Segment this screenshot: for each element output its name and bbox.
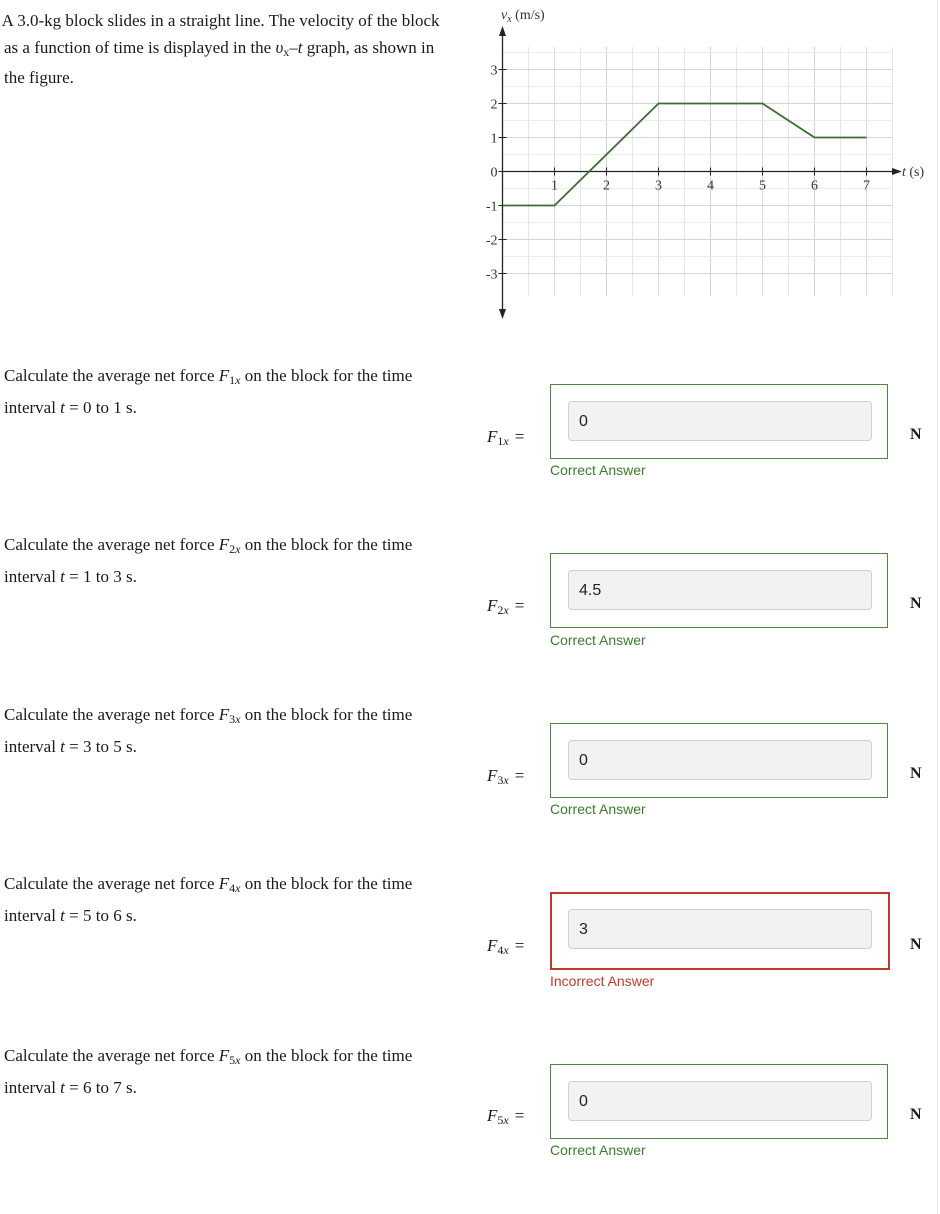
q3-force-sub-num: 3 [229,712,236,726]
q1-force-sub-num: 1 [229,373,236,387]
question-2-text [4,531,444,590]
q3-status: Correct Answer [550,801,646,817]
q1-unit: N [910,426,922,443]
q3-answer-box [550,723,888,798]
q3-label-sub-x: x [503,773,509,787]
q3-force-label [487,766,524,788]
q4-range: = 5 to 6 s. [64,906,137,925]
x-tick-label: 4 [707,178,714,194]
q2-force-sub-x: x [235,542,241,556]
question-3-text [4,701,444,760]
q2-answer-input[interactable]: 4.5 [568,570,872,610]
q3-answer-input[interactable]: 0 [568,740,872,780]
graph-svg [470,0,940,330]
x-axis-arrow [892,168,902,175]
q2-mid: on the block for the time interval [4,535,413,586]
q5-label-equals: = [514,1106,525,1125]
q4-mid: on the block for the time interval [4,874,413,925]
q2-unit: N [910,595,922,612]
q3-label-symbol: F [487,766,498,785]
q3-range: = 3 to 5 s. [64,737,137,756]
q5-answer-box [550,1064,888,1139]
q4-time-symbol: t [60,906,65,925]
x-tick-label: 7 [863,178,870,194]
q4-force-label [487,936,524,958]
q2-time-symbol: t [60,567,65,586]
q2-label-equals: = [514,596,525,615]
q1-label-symbol: F [487,427,498,446]
q4-answer-box [550,892,890,970]
q4-answer-input[interactable]: 3 [568,909,872,949]
q3-unit: N [910,765,922,782]
y-axis-arrow-up [499,26,506,36]
q4-force-sub-x: x [235,881,241,895]
q2-label-sub-num: 2 [497,603,504,617]
q5-unit: N [910,1106,922,1123]
velocity-symbol: υ [275,37,284,57]
x-tick-label: 3 [655,178,662,194]
intro-text-b: graph, as shown in the figure. [4,37,435,87]
problem-statement [1,8,444,92]
y-tick-label: 3 [490,63,498,79]
q2-force-symbol: F [218,535,230,554]
q1-force-sub-x: x [235,373,241,387]
q5-answer-input[interactable]: 0 [568,1081,872,1121]
q5-time-symbol: t [60,1078,65,1097]
q5-force-symbol: F [218,1046,230,1065]
q1-label-sub-x: x [503,434,509,448]
q5-label-sub-num: 5 [497,1113,504,1127]
q5-pre: Calculate the average net force [4,1046,219,1065]
y-tick-label: -1 [485,199,498,215]
q5-force-sub-num: 5 [229,1053,236,1067]
q1-answer-box [550,384,888,459]
q4-label-sub-x: x [503,943,509,957]
q1-answer-input[interactable]: 0 [568,401,872,441]
y-tick-label: -3 [485,267,498,283]
q1-status: Correct Answer [550,462,646,478]
y-tick-label: 1 [490,131,498,147]
q4-label-sub-num: 4 [497,943,504,957]
q4-unit: N [910,936,922,953]
q4-force-sub-num: 4 [229,881,236,895]
q2-force-sub-num: 2 [229,542,236,556]
x-tick-label: 2 [603,178,610,194]
q2-answer-box [550,553,888,628]
q2-label-sub-x: x [503,603,509,617]
q5-label-sub-x: x [503,1113,509,1127]
q4-label-equals: = [514,936,525,955]
q5-force-sub-x: x [235,1053,241,1067]
q4-pre: Calculate the average net force [4,874,219,893]
q2-range: = 1 to 3 s. [64,567,137,586]
q5-mid: on the block for the time interval [4,1046,413,1097]
q2-force-label [487,596,524,618]
q3-label-equals: = [514,766,525,785]
y-tick-label: -2 [485,233,498,249]
q3-mid: on the block for the time interval [4,705,413,756]
q5-status: Correct Answer [550,1142,646,1158]
q1-time-symbol: t [60,398,65,417]
velocity-subscript: x [283,44,290,59]
x-tick-label: 5 [759,178,766,194]
y-axis-label: $v_x$ (m/s) [501,8,545,25]
q2-pre: Calculate the average net force [4,535,219,554]
time-symbol: t [297,37,303,57]
question-5-text [4,1042,444,1101]
q1-force-label [487,427,524,449]
x-tick-label: 1 [551,178,558,194]
q5-label-symbol: F [487,1106,498,1125]
q1-label-sub-num: 1 [497,434,504,448]
y-tick-label: 0 [490,165,498,181]
q1-range: = 0 to 1 s. [64,398,137,417]
question-4-text [4,870,444,929]
y-tick-label: 2 [490,97,498,113]
q4-label-symbol: F [487,936,498,955]
intro-dash: – [289,37,298,57]
q5-force-label [487,1106,524,1128]
q4-status: Incorrect Answer [550,973,655,989]
velocity-time-graph [470,0,940,330]
question-1-text [4,362,444,421]
q2-status: Correct Answer [550,632,646,648]
x-tick-label: 6 [811,178,818,194]
q3-time-symbol: t [60,737,65,756]
intro-text-a: A 3.0-kg block slides in a straight line. The velocity of the block as a function of time is displayed in the [1,11,440,57]
q1-label-equals: = [514,427,525,446]
q3-force-sub-x: x [235,712,241,726]
q3-pre: Calculate the average net force [4,705,219,724]
q3-label-sub-num: 3 [497,773,504,787]
q4-force-symbol: F [218,874,230,893]
q3-force-symbol: F [218,705,230,724]
y-axis-arrow-down [499,309,506,319]
q5-range: = 6 to 7 s. [64,1078,137,1097]
q2-label-symbol: F [487,596,498,615]
q1-force-symbol: F [218,366,230,385]
q1-pre: Calculate the average net force [4,366,219,385]
x-axis-label: t (s) [902,165,925,180]
q1-mid: on the block for the time interval [4,366,413,417]
